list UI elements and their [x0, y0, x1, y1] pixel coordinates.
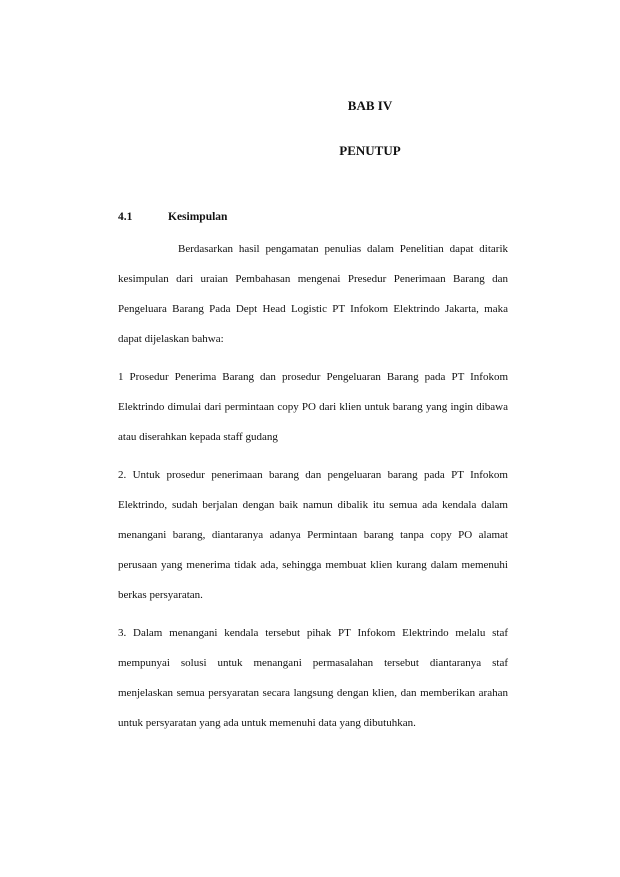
conclusion-point-1: 1 Prosedur Penerima Barang dan prosedur Pengeluaran Barang pada PT Infokom Elektrindo dimulai dari permintaan copy PO dari klien untuk barang yang ingin dibawa atau diserahkan kepada staff gudang: [118, 371, 508, 443]
intro-paragraph: Berdasarkan hasil pengamatan penulias dalam Penelitian dapat ditarik kesimpulan dari uraian Pembahasan mengenai Presedur Penerimaan Barang dan Pengeluara Barang Pada Dept Head Logistic PT Infokom Elektrindo Jakarta, maka dapat dijelaskan bahwa:: [118, 243, 508, 345]
chapter-title: PENUTUP: [339, 143, 401, 158]
section-heading: [118, 211, 227, 223]
body-text: [118, 234, 508, 738]
section-number: 4.1: [118, 211, 133, 223]
chapter-number: BAB IV: [347, 98, 393, 113]
section-title: Kesimpulan: [168, 211, 228, 223]
conclusion-point-2: 2. Untuk prosedur penerimaan barang dan pengeluaran barang pada PT Infokom Elektrindo, sudah berjalan dengan baik namun dibalik itu semua ada kendala dalam menangani barang, diantaranya adanya Permintaan barang tanpa copy PO alamat perusaan yang menerima tidak ada, sehingga membuat klien kurang dalam memenuhi berkas persyaratan.: [118, 469, 508, 601]
conclusion-point-3: 3. Dalam menangani kendala tersebut pihak PT Infokom Elektrindo melalu staf mempunyai solusi untuk menangani permasalahan tersebut diantaranya staf menjelaskan semua persyaratan secara langsung dengan klien, dan memberikan arahan untuk persyaratan yang ada untuk memenuhi data yang dibutuhkan.: [118, 627, 508, 729]
